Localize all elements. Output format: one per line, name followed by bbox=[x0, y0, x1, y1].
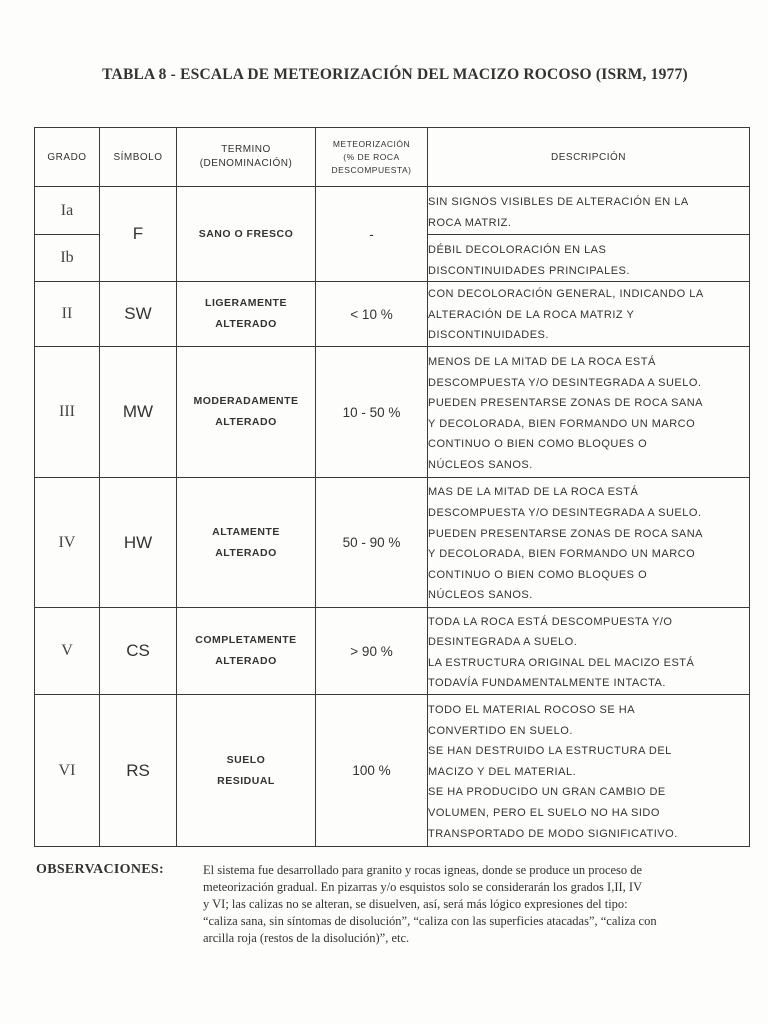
term-line: ALTERADO bbox=[215, 655, 277, 668]
grade-cell: IV bbox=[35, 478, 100, 608]
header-grado: GRADO bbox=[35, 128, 100, 187]
symbol-cell: MW bbox=[100, 347, 177, 478]
table-row bbox=[35, 347, 750, 478]
term-line: COMPLETAMENTE bbox=[195, 634, 297, 647]
table-row bbox=[35, 187, 750, 235]
term-cell bbox=[177, 478, 316, 608]
table-row bbox=[35, 608, 750, 695]
description-line: CONTINUO O BIEN COMO BLOQUES O bbox=[428, 438, 648, 451]
term-line: ALTAMENTE bbox=[212, 525, 280, 538]
percent-cell: 100 % bbox=[316, 695, 428, 847]
table-header-row bbox=[35, 128, 750, 187]
description-line: MAS DE LA MITAD DE LA ROCA ESTÁ bbox=[428, 486, 639, 499]
grade-cell: Ib bbox=[35, 235, 100, 282]
description-line: ROCA MATRIZ. bbox=[428, 217, 512, 229]
description-line: MENOS DE LA MITAD DE LA ROCA ESTÁ bbox=[428, 355, 656, 368]
term-cell bbox=[177, 695, 316, 847]
observations-line: y VI; las calizas no se alteran, se disuelven, así, será más lógico expresiones del tipo: bbox=[203, 897, 628, 911]
description-cell bbox=[428, 695, 750, 847]
description-cell bbox=[428, 235, 750, 282]
grade-cell: III bbox=[35, 347, 100, 478]
description-line: NÚCLEOS SANOS. bbox=[428, 458, 533, 471]
term-cell bbox=[177, 282, 316, 347]
table-row bbox=[35, 282, 750, 347]
observations-line: arcilla roja (restos de la disolución)”, etc. bbox=[203, 931, 410, 945]
term-line: ALTERADO bbox=[215, 318, 277, 331]
symbol-cell: HW bbox=[100, 478, 177, 608]
description-line: DÉBIL DECOLORACIÓN EN LAS bbox=[428, 244, 607, 256]
description-line: MACIZO Y DEL MATERIAL. bbox=[428, 765, 577, 778]
header-meteorizacion-line: (% DE ROCA bbox=[343, 151, 400, 162]
grade-cell: Ia bbox=[35, 187, 100, 235]
description-line: PUEDEN PRESENTARSE ZONAS DE ROCA SANA bbox=[428, 527, 704, 540]
term-line: ALTERADO bbox=[215, 416, 277, 429]
header-meteorizacion-line: METEORIZACIÓN bbox=[332, 138, 411, 149]
description-line: CONVERTIDO EN SUELO. bbox=[428, 724, 573, 737]
description-line: TRANSPORTADO DE MODO SIGNIFICATIVO. bbox=[428, 827, 678, 840]
description-line: DESINTEGRADA A SUELO. bbox=[428, 636, 578, 649]
description-line: CON DECOLORACIÓN GENERAL, INDICANDO LA bbox=[428, 288, 704, 301]
description-line: TODAVÍA FUNDAMENTALMENTE INTACTA. bbox=[428, 677, 666, 690]
description-line: Y DECOLORADA, BIEN FORMANDO UN MARCO bbox=[428, 548, 696, 561]
description-cell bbox=[428, 608, 750, 695]
percent-cell: < 10 % bbox=[316, 282, 428, 347]
grade-cell: II bbox=[35, 282, 100, 347]
symbol-cell: CS bbox=[100, 608, 177, 695]
term-cell bbox=[177, 187, 316, 282]
weathering-scale-table bbox=[34, 127, 750, 847]
percent-cell: 50 - 90 % bbox=[316, 478, 428, 608]
description-line: CONTINUO O BIEN COMO BLOQUES O bbox=[428, 568, 648, 581]
header-termino-line: (DENOMINACIÓN) bbox=[199, 158, 293, 169]
table-row bbox=[35, 695, 750, 847]
description-line: SIN SIGNOS VISIBLES DE ALTERACIÓN EN LA bbox=[428, 196, 689, 209]
term-line: SANO O FRESCO bbox=[198, 227, 294, 240]
header-meteorizacion bbox=[316, 128, 428, 187]
description-cell bbox=[428, 478, 750, 608]
description-line: ALTERACIÓN DE LA ROCA MATRIZ Y bbox=[428, 308, 635, 321]
observations-line: El sistema fue desarrollado para granito y rocas igneas, donde se produce un proceso de bbox=[203, 863, 643, 877]
symbol-cell: SW bbox=[100, 282, 177, 347]
percent-cell: - bbox=[316, 187, 428, 282]
term-line: SUELO bbox=[226, 753, 266, 766]
description-line: SE HA PRODUCIDO UN GRAN CAMBIO DE bbox=[428, 786, 666, 799]
description-cell bbox=[428, 187, 750, 235]
observations-text bbox=[203, 862, 753, 947]
description-line: VOLUMEN, PERO EL SUELO NO HA SIDO bbox=[428, 807, 660, 820]
description-cell bbox=[428, 282, 750, 347]
term-cell bbox=[177, 608, 316, 695]
observations-line: meteorización gradual. En pizarras y/o esquistos solo se considerarán los grados I,II, IV bbox=[203, 880, 643, 894]
page-title: TABLA 8 - ESCALA DE METEORIZACIÓN DEL MACIZO ROCOSO (ISRM, 1977) bbox=[102, 66, 688, 83]
observations-line: “caliza sana, sin síntomas de disolución”, “caliza con las superficies atacadas”, “caliza con bbox=[203, 914, 657, 928]
description-line: TODO EL MATERIAL ROCOSO SE HA bbox=[428, 704, 636, 717]
term-line: MODERADAMENTE bbox=[193, 395, 299, 408]
term-line: LIGERAMENTE bbox=[205, 297, 287, 310]
description-line: TODA LA ROCA ESTÁ DESCOMPUESTA Y/O bbox=[428, 615, 673, 628]
description-cell bbox=[428, 347, 750, 478]
description-line: PUEDEN PRESENTARSE ZONAS DE ROCA SANA bbox=[428, 397, 704, 410]
symbol-cell: F bbox=[100, 187, 177, 282]
term-line: ALTERADO bbox=[215, 546, 277, 559]
description-line: DISCONTINUIDADES. bbox=[428, 329, 549, 342]
grade-cell: VI bbox=[35, 695, 100, 847]
grade-cell: V bbox=[35, 608, 100, 695]
header-termino-line: TERMINO bbox=[221, 144, 271, 155]
header-descripcion: DESCRIPCIÓN bbox=[428, 128, 750, 187]
description-line: LA ESTRUCTURA ORIGINAL DEL MACIZO ESTÁ bbox=[428, 656, 695, 669]
header-simbolo: SÍMBOLO bbox=[100, 128, 177, 187]
observations-label: OBSERVACIONES: bbox=[36, 862, 164, 877]
term-line: RESIDUAL bbox=[217, 774, 275, 787]
percent-cell: 10 - 50 % bbox=[316, 347, 428, 478]
term-cell bbox=[177, 347, 316, 478]
header-meteorizacion-line: DESCOMPUESTA) bbox=[331, 164, 412, 175]
description-line: Y DECOLORADA, BIEN FORMANDO UN MARCO bbox=[428, 417, 696, 430]
description-line: SE HAN DESTRUIDO LA ESTRUCTURA DEL bbox=[428, 745, 672, 758]
description-line: DISCONTINUIDADES PRINCIPALES. bbox=[428, 264, 630, 277]
description-line: NÚCLEOS SANOS. bbox=[428, 589, 533, 602]
header-termino bbox=[177, 128, 316, 187]
percent-cell: > 90 % bbox=[316, 608, 428, 695]
symbol-cell: RS bbox=[100, 695, 177, 847]
description-line: DESCOMPUESTA Y/O DESINTEGRADA A SUELO. bbox=[428, 376, 702, 389]
table-row bbox=[35, 478, 750, 608]
description-line: DESCOMPUESTA Y/O DESINTEGRADA A SUELO. bbox=[428, 507, 702, 519]
